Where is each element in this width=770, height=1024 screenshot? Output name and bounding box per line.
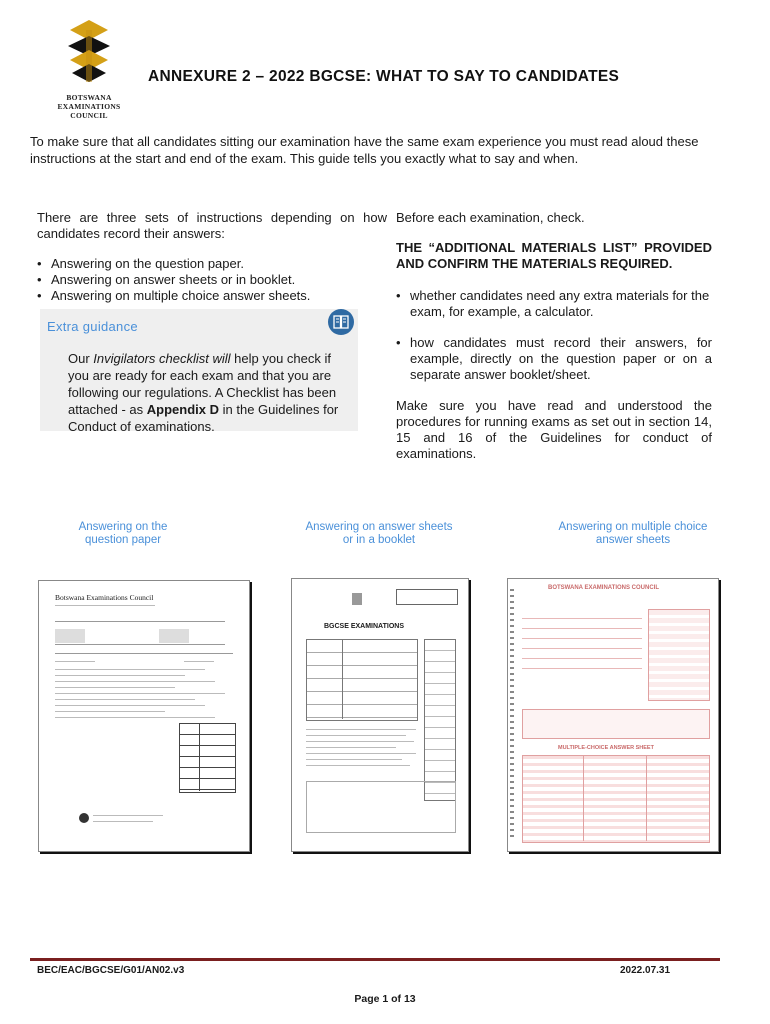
materials-instruction: THE “ADDITIONAL MATERIALS LIST” PROVIDED AND CONFIRM THE MATERIALS REQUIRED. [396,240,712,271]
extra-mid: help you check if you are ready for each exam and that you are following our regulations. A Checklist has been attached - as [68,351,337,417]
check-list [396,288,712,383]
book-icon [328,309,354,335]
appendix-ref: Appendix D [146,402,220,417]
extra-post: in the Guidelines for Conduct of examinations. [68,402,339,434]
document-code: BEC/EAC/BGCSE/G01/AN02.v3 [37,965,185,976]
page-number: Page 1 of 13 [354,993,416,1005]
logo-line-1: BOTSWANA [66,93,112,102]
answer-methods-list [37,256,387,304]
answer-booklet-thumbnail [291,578,469,852]
list-item: • how candidates must record their answers, for example, directly on the question paper or on a separate answer booklet/sheet. [396,335,712,383]
left-column [37,210,387,304]
question-paper-thumbnail [38,580,250,852]
page-title: ANNEXURE 2 – 2022 BGCSE: WHAT TO SAY TO CANDIDATES [148,68,620,85]
booklet-title: BGCSE EXAMINATIONS [324,623,404,630]
mc-council-name: BOTSWANA EXAMINATIONS COUNCIL [548,585,659,591]
list-item: • whether candidates need any extra materials for the exam, for example, a calculator. [396,288,712,320]
document-date: 2022.07.31 [620,965,671,976]
list-item: • Answering on multiple choice answer sheets. [37,288,387,304]
procedures-paragraph: Make sure you have read and understood the procedures for running exams as set out in section 14, 15 and 16 of the Guidelines for conduct of examinations. [396,398,712,461]
footer-rule [30,958,720,961]
council-logo [44,18,134,120]
qp-council-name: Botswana Examinations Council [55,593,154,602]
checklist-name: Invigilators checklist will [93,351,231,366]
caption-multiple-choice: Answering on multiple choice answer sheets [558,521,708,546]
list-item: • Answering on the question paper. [37,256,387,272]
list-item: • Answering on answer sheets or in booklet. [37,272,387,288]
mc-sheet-title: MULTIPLE-CHOICE ANSWER SHEET [558,745,654,751]
logo-line-2: EXAMINATIONS [57,102,121,111]
intro-paragraph: To make sure that all candidates sitting our examination have the same exam experience you must read aloud these instructions at the start and end of the exam. This guide tells you exactly what to say and when. [30,134,699,166]
caption-answer-booklet: Answering on answer sheets or in a booklet [305,521,453,546]
logo-emblem-icon [64,18,114,86]
left-lead: There are three sets of instructions depending on how candidates record their answers: [37,210,387,241]
extra-pre: Our [68,351,94,366]
mc-answer-sheet-thumbnail [507,578,719,852]
right-lead: Before each examination, check. [396,210,585,225]
right-column [396,210,712,462]
caption-question-paper: Answering on the question paper [78,521,168,546]
logo-line-3: COUNCIL [70,111,108,120]
extra-guidance-text [68,350,350,435]
extra-guidance-title: Extra guidance [47,319,138,334]
